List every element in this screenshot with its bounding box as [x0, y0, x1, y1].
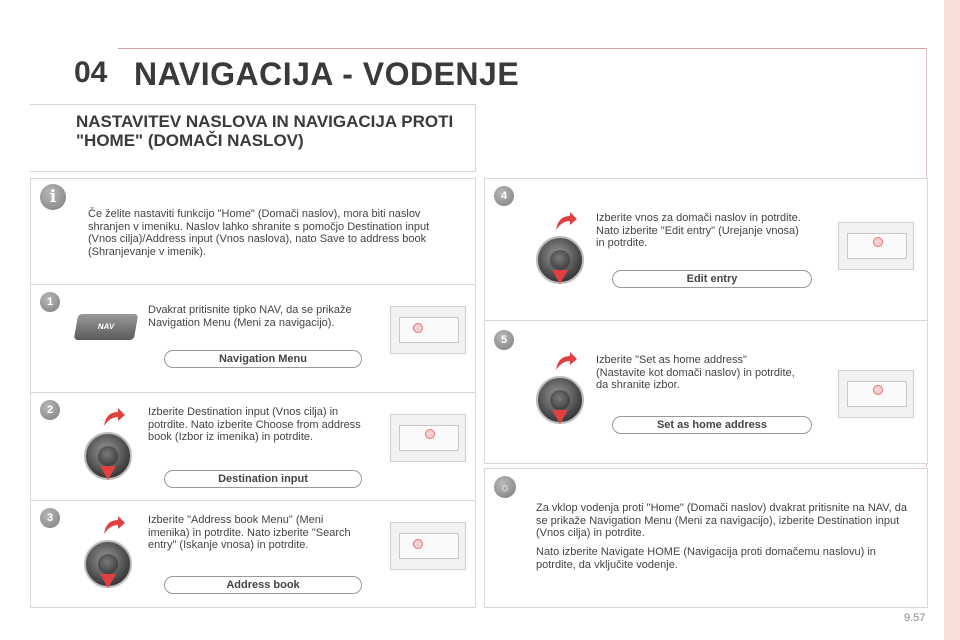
step-text: Izberite "Set as home address" (Nastavite kot domači naslov) in potrdite, da shranite izbor.: [596, 354, 795, 391]
divider: [484, 320, 928, 321]
control-panel-image: [390, 522, 466, 570]
panel-highlight: [413, 323, 423, 333]
info-text: Če želite nastaviti funkcijo "Home" (Domači naslov), mora biti naslov shranjen v imeniku. Naslov lahko shranite s pomočjo Destination input (Vnos cilja)/Address input (Vnos naslova), nato Save to address book (Shranjevanje v imenik).: [88, 208, 430, 258]
control-panel-image: [390, 414, 466, 462]
press-arrow-icon: [552, 410, 568, 424]
press-arrow-icon: [552, 270, 568, 284]
divider: [30, 500, 476, 501]
press-arrow-icon: [100, 574, 116, 588]
curved-arrow-icon: [102, 514, 126, 536]
section-title: NASTAVITEV NASLOVA IN NAVIGACIJA PROTI "HOME" (DOMAČI NASLOV): [76, 112, 454, 150]
panel-highlight: [873, 385, 883, 395]
step-number-badge: 5: [494, 330, 514, 350]
page-edge-strip: [944, 0, 960, 640]
panel-buttons: [399, 317, 459, 343]
divider: [30, 284, 476, 285]
step-number-badge: 1: [40, 292, 60, 312]
panel-highlight: [873, 237, 883, 247]
nav-key-button: NAV: [74, 314, 139, 340]
info-icon: i: [40, 184, 66, 210]
step-text: Izberite "Address book Menu" (Meni imenika) in potrdite. Nato izberite "Search entry" (Iskanje vnosa) in potrdite.: [148, 514, 351, 551]
page-number: 9.57: [904, 612, 926, 624]
tip-paragraph-2: Nato izberite Navigate HOME (Navigacija proti domačemu naslovu) in potrdite, da vključite vodenje.: [536, 546, 876, 571]
step-number-badge: 3: [40, 508, 60, 528]
curved-arrow-icon: [554, 350, 578, 372]
curved-arrow-icon: [554, 210, 578, 232]
menu-label-edit-entry: Edit entry: [612, 270, 812, 288]
press-arrow-icon: [100, 466, 116, 480]
panel-highlight: [425, 429, 435, 439]
chapter-number: 04: [74, 56, 108, 89]
menu-label-navigation-menu: Navigation Menu: [164, 350, 362, 368]
step-number-badge: 4: [494, 186, 514, 206]
sun-icon: ☼: [494, 476, 516, 498]
panel-buttons: [399, 533, 459, 559]
step-text: Izberite Destination input (Vnos cilja) in potrdite. Nato izberite Choose from address book (Izbor iz imenika) in potrdite.: [148, 406, 361, 443]
panel-highlight: [413, 539, 423, 549]
step-number-badge: 2: [40, 400, 60, 420]
control-panel-image: [390, 306, 466, 354]
menu-label-address-book: Address book: [164, 576, 362, 594]
curved-arrow-icon: [102, 406, 126, 428]
chapter-title: NAVIGACIJA - VODENJE: [134, 56, 520, 92]
menu-label-set-as-home-address: Set as home address: [612, 416, 812, 434]
tip-paragraph-1: Za vklop vodenja proti "Home" (Domači naslov) dvakrat pritisnite na NAV, da se prikaže Navigation Menu (Meni za navigacijo), izberite Destination input (Vnos cilja) in potrdite.: [536, 502, 907, 539]
menu-label-destination-input: Destination input: [164, 470, 362, 488]
step-text: Dvakrat pritisnite tipko NAV, da se prikaže Navigation Menu (Meni za navigacijo).: [148, 304, 352, 329]
control-panel-image: [838, 370, 914, 418]
divider: [30, 392, 476, 393]
header-rule: [118, 48, 926, 49]
control-panel-image: [838, 222, 914, 270]
step-text: Izberite vnos za domači naslov in potrdite. Nato izberite "Edit entry" (Urejanje vnosa) in potrdite.: [596, 212, 801, 249]
